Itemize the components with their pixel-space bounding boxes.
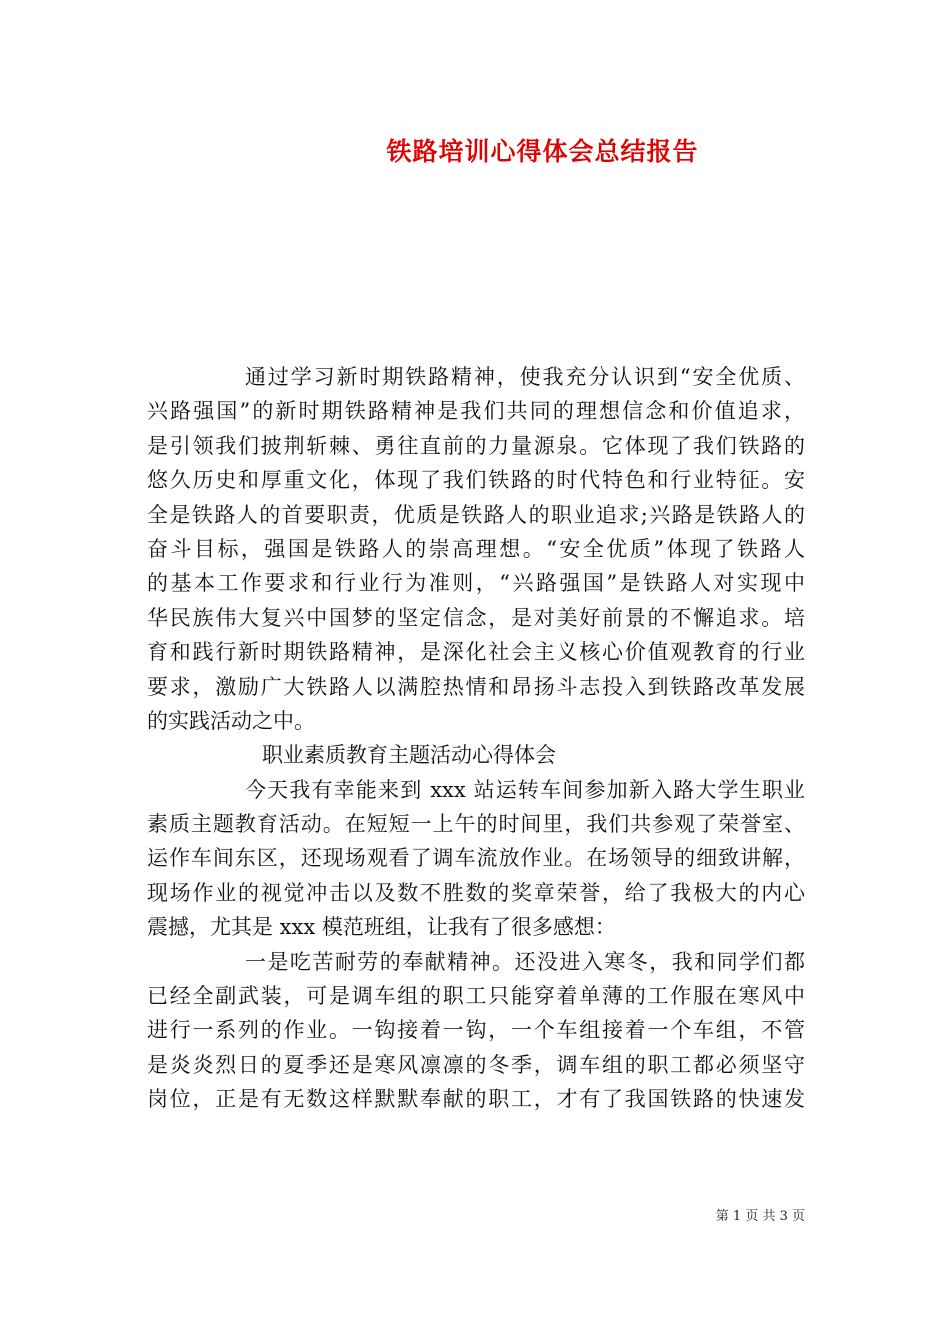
paragraph-line: 华民族伟大复兴中国梦的坚定信念，是对美好前景的不懈追求。培 bbox=[147, 605, 805, 630]
paragraph-line: 兴路强国”的新时期铁路精神是我们共同的理想信念和价值追求， bbox=[147, 399, 805, 424]
paragraph-line: 通过学习新时期铁路精神，使我充分认识到“安全优质、 bbox=[245, 365, 805, 389]
page-number: 第 1 页 共 3 页 bbox=[715, 1209, 805, 1224]
page-title: 铁路培训心得体会总结报告 bbox=[386, 137, 699, 166]
section-heading: 职业素质教育主题活动心得体会 bbox=[262, 743, 556, 768]
paragraph-line: 全是铁路人的首要职责，优质是铁路人的职业追求;兴路是铁路人的 bbox=[147, 502, 805, 527]
paragraph-line: 的实践活动之中。 bbox=[147, 708, 315, 733]
paragraph-line: 今天我有幸能来到 xxx 站运转车间参加新入路大学生职业 bbox=[245, 777, 805, 802]
paragraph-line: 的基本工作要求和行业行为准则，“兴路强国”是铁路人对实现中 bbox=[147, 571, 805, 596]
paragraph-line: 悠久历史和厚重文化，体现了我们铁路的时代特色和行业特征。安 bbox=[147, 468, 805, 493]
document-body bbox=[147, 360, 805, 1117]
paragraph-line: 一是吃苦耐劳的奉献精神。还没进入寒冬，我和同学们都 bbox=[245, 949, 805, 974]
paragraph-line: 素质主题教育活动。在短短一上午的时间里，我们共参观了荣誉室、 bbox=[147, 812, 805, 837]
paragraph-line: 进行一系列的作业。一钩接着一钩，一个车组接着一个车组，不管 bbox=[147, 1018, 805, 1043]
paragraph-line: 震撼，尤其是 xxx 模范班组，让我有了很多感想： bbox=[147, 915, 616, 940]
paragraph-line: 是炎炎烈日的夏季还是寒风凛凛的冬季，调车组的职工都必须坚守 bbox=[147, 1052, 805, 1077]
paragraph-line: 奋斗目标，强国是铁路人的崇高理想。“安全优质”体现了铁路人 bbox=[147, 536, 805, 561]
paragraph-line: 已经全副武装，可是调车组的职工只能穿着单薄的工作服在寒风中 bbox=[147, 984, 805, 1009]
paragraph-line: 要求，激励广大铁路人以满腔热情和昂扬斗志投入到铁路改革发展 bbox=[147, 674, 805, 699]
paragraph-line: 育和践行新时期铁路精神，是深化社会主义核心价值观教育的行业 bbox=[147, 640, 805, 665]
paragraph-line: 现场作业的视觉冲击以及数不胜数的奖章荣誉，给了我极大的内心 bbox=[147, 880, 805, 905]
paragraph-line: 岗位，正是有无数这样默默奉献的职工，才有了我国铁路的快速发 bbox=[147, 1087, 805, 1112]
paragraph-line: 是引领我们披荆斩棘、勇往直前的力量源泉。它体现了我们铁路的 bbox=[147, 433, 805, 458]
paragraph-line: 运作车间东区，还现场观看了调车流放作业。在场领导的细致讲解， bbox=[147, 846, 805, 871]
